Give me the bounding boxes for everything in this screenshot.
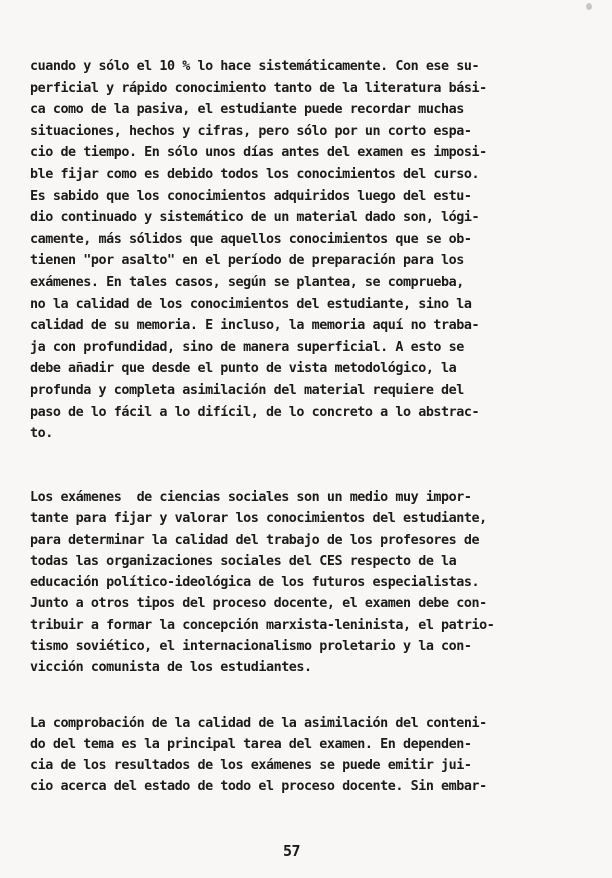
text-line: ca como de la pasiva, el estudiante puede recordar muchas: [30, 102, 464, 118]
text-line: to.: [30, 426, 53, 442]
text-line: tante para fijar y valorar los conocimientos del estudiante,: [30, 511, 487, 527]
text-line: La comprobación de la calidad de la asimilación del conteni-: [30, 716, 487, 731]
text-line: dio continuado y sistemático de un material dado son, lógi-: [30, 210, 480, 226]
text-line: cia de los resultados de los exámenes se puede emitir jui-: [30, 758, 472, 773]
text-line: cuando y sólo el 10 % lo hace sistemáticamente. Con ese su-: [30, 59, 480, 74]
text-line: camente, más sólidos que aquellos conocimientos que se ob-: [30, 231, 472, 247]
text-line: tienen "por asalto" en el período de preparación para los: [30, 253, 464, 269]
text-line: tribuir a formar la concepción marxista-leninista, el patrio-: [30, 617, 495, 633]
text-line: debe añadir que desde el punto de vista metodológico, la: [30, 361, 457, 377]
text-line: tismo soviético, el internacionalismo proletario y la con-: [30, 639, 472, 655]
text-line: Junto a otros tipos del proceso docente, el examen debe con-: [30, 596, 487, 612]
text-line: no la calidad de los conocimientos del estudiante, sino la: [30, 296, 472, 312]
text-line: exámenes. En tales casos, según se plantea, se comprueba,: [30, 274, 464, 290]
paragraph-1: [30, 56, 586, 445]
page-number: 57: [283, 842, 301, 860]
text-line: para determinar la calidad del trabajo de los profesores de: [30, 532, 480, 548]
text-line: todas las organizaciones sociales del CES respecto de la: [30, 553, 457, 569]
text-line: ble fijar como es debido todos los conocimientos del curso.: [30, 166, 480, 182]
text-line: Es sabido que los conocimientos adquiridos luego del estu-: [30, 188, 472, 204]
text-line: paso de lo fácil a lo difícil, de lo concreto a lo abstrac-: [30, 404, 480, 420]
ink-speck: [586, 3, 592, 10]
text-line: Los exámenes de ciencias sociales son un medio muy impor-: [30, 490, 472, 505]
text-line: calidad de su memoria. E incluso, la memoria aquí no traba-: [30, 318, 480, 334]
text-line: vicción comunista de los estudiantes.: [30, 660, 312, 676]
text-line: profunda y completa asimilación del material requiere del: [30, 382, 464, 398]
paragraph-3: [30, 713, 586, 797]
text-line: do del tema es la principal tarea del examen. En dependen-: [30, 737, 472, 752]
paragraph-2: [30, 487, 586, 679]
text-line: situaciones, hechos y cifras, pero sólo por un corto espa-: [30, 123, 472, 139]
text-line: cio de tiempo. En sólo unos días antes del examen es imposi-: [30, 145, 487, 161]
text-line: perficial y rápido conocimiento tanto de la literatura bási-: [30, 80, 487, 96]
text-line: ja con profundidad, sino de manera superficial. A esto se: [30, 339, 464, 355]
text-line: cio acerca del estado de todo el proceso docente. Sin embar-: [30, 779, 487, 794]
text-line: educación político-ideológica de los futuros especialistas.: [30, 575, 480, 591]
